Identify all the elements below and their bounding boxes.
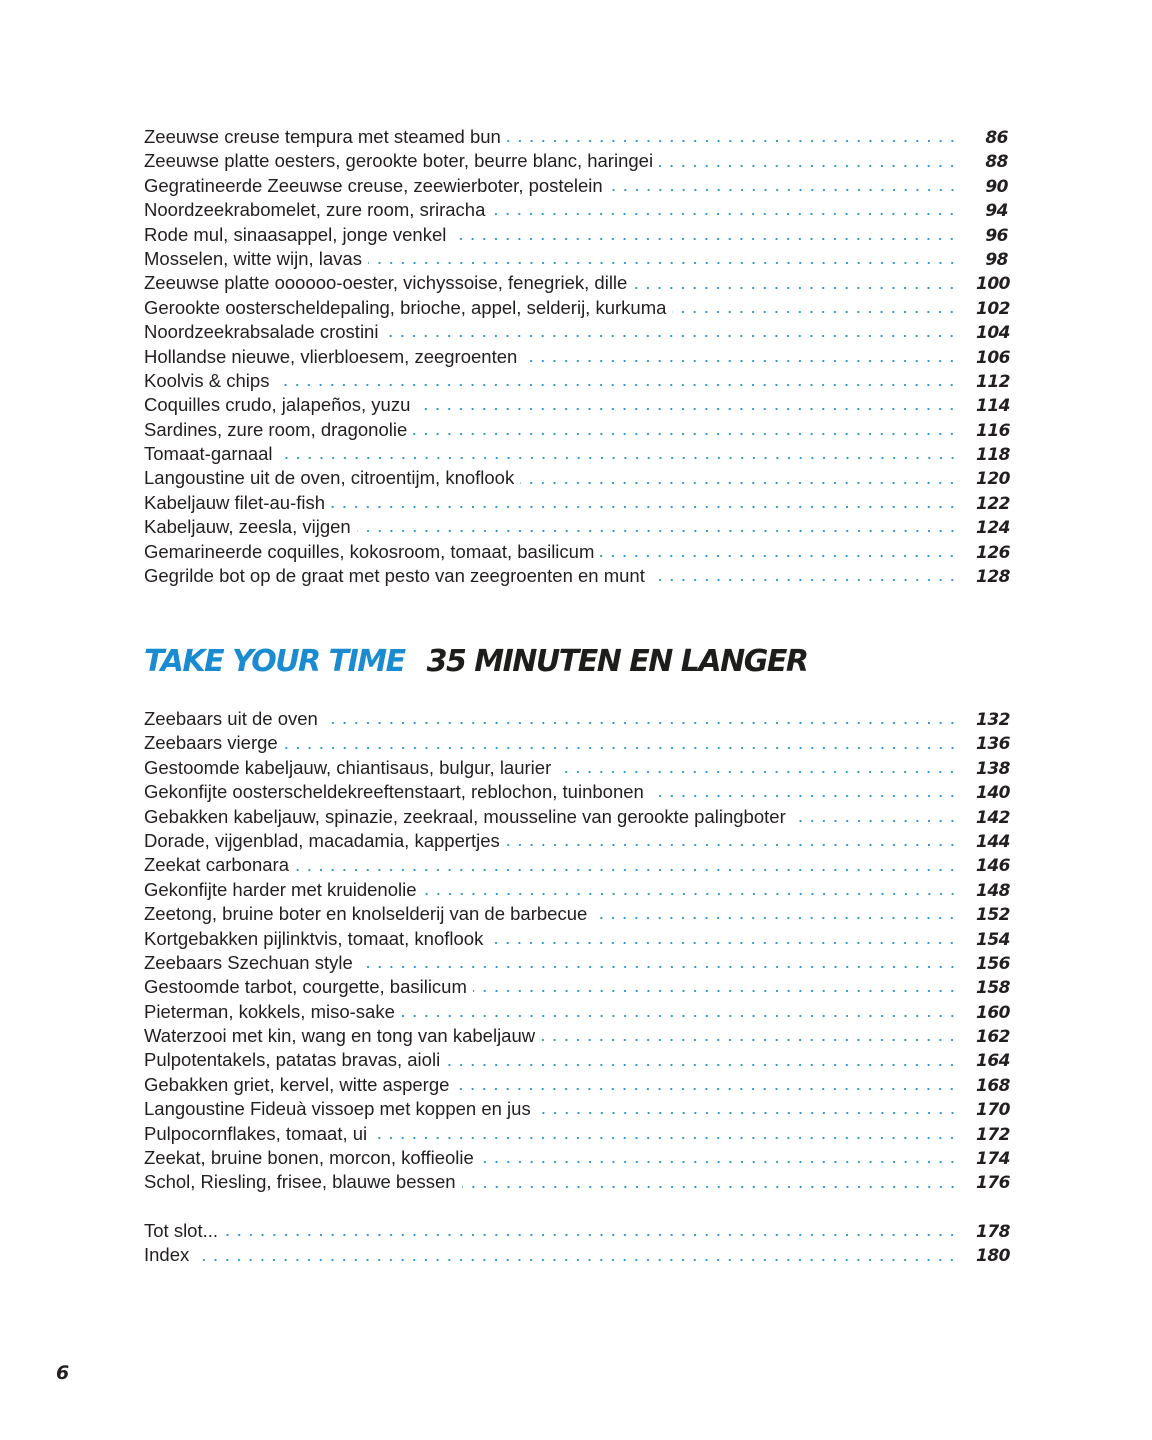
dot-leader [224,1233,958,1237]
heading-accent: TAKE YOUR TIME [144,644,405,679]
dot-leader [491,212,958,216]
entry-title: Gerookte oosterscheldepaling, brioche, appel, selderij, kurkuma [144,296,667,318]
entry-page-number: 100 [976,274,1010,295]
entry-title: Sardines, zure room, dragonolie [144,418,408,440]
toc-entry[interactable] [144,247,1008,271]
entry-page-number: 98 [985,249,1008,270]
dot-leader [423,892,958,896]
entry-page-number: 136 [976,734,1010,755]
entry-title: Coquilles crudo, jalapeños, yuzu [144,394,411,416]
toc-entry[interactable] [144,756,1008,780]
toc-entry[interactable] [144,951,1008,975]
entry-title: Gekonfijte harder met kruidenolie [144,878,417,900]
toc-entry[interactable] [144,149,1008,173]
entry-page-number: 140 [976,783,1010,804]
entry-page-number: 104 [976,323,1010,344]
entry-page-number: 176 [976,1173,1010,1194]
toc-entry[interactable] [144,564,1008,588]
entry-page-number: 94 [985,201,1008,222]
entry-title: Noordzeekrabsalade crostini [144,321,379,343]
toc-entry[interactable] [144,515,1008,539]
dot-leader [368,261,958,265]
toc-entry[interactable] [144,829,1008,853]
dot-leader [506,843,958,847]
entry-page-number: 122 [976,493,1010,514]
entry-page-number: 156 [976,953,1010,974]
entry-title: Pulpotentakels, patatas bravas, aioli [144,1049,441,1071]
entry-page-number: 144 [976,831,1010,852]
toc-entry[interactable] [144,1073,1008,1097]
dot-leader [651,578,958,582]
entry-title: Koolvis & chips [144,369,270,391]
toc-section-quick [144,125,1008,588]
dot-leader [520,481,958,485]
toc-entry[interactable] [144,1122,1008,1146]
entry-title: Index [144,1244,190,1266]
entry-page-number: 132 [976,710,1010,730]
entry-page-number: 174 [976,1149,1010,1170]
entry-title: Zeekat carbonara [144,854,290,876]
dot-leader [473,989,958,993]
toc-entry[interactable] [144,393,1008,417]
toc-section-long [144,707,1008,1195]
dot-leader [359,965,958,969]
toc-entry[interactable] [144,223,1008,247]
entry-title: Gemarineerde coquilles, kokosroom, tomaat, basilicum [144,540,595,562]
dot-leader [373,1136,958,1140]
entry-page-number: 154 [976,929,1010,950]
dot-leader [331,505,958,509]
dot-leader [324,721,958,725]
dot-leader [557,770,958,774]
entry-title: Tomaat-garnaal [144,443,273,465]
entry-page-number: 116 [976,420,1010,441]
dot-leader [672,310,958,314]
dot-leader [357,529,958,533]
entry-title: Zeebaars Szechuan style [144,951,353,973]
dot-leader [792,819,958,823]
entry-title: Zeebaars uit de oven [144,708,318,729]
entry-page-number: 162 [976,1027,1010,1048]
entry-page-number: 88 [985,152,1008,173]
entry-page-number: 112 [976,371,1010,392]
dot-leader [416,407,958,411]
dot-leader [462,1185,958,1189]
entry-title: Dorade, vijgenblad, macadamia, kappertjes [144,829,500,851]
toc-entry[interactable] [144,1243,1008,1267]
toc-entry[interactable] [144,491,1008,515]
dot-leader [284,746,958,750]
toc-section-end [144,1219,1008,1268]
entry-title: Kortgebakken pijlinktvis, tomaat, knoflook [144,927,484,949]
toc-entry[interactable] [144,540,1008,564]
section-heading [144,644,807,679]
toc-entry[interactable] [144,125,1008,149]
entry-page-number: 126 [976,542,1010,563]
toc-entry[interactable] [144,853,1008,877]
entry-title: Kabeljauw, zeesla, vijgen [144,516,351,538]
entry-page-number: 148 [976,880,1010,901]
dot-leader [384,334,958,338]
dot-leader [633,286,958,290]
entry-page-number: 138 [976,758,1010,779]
entry-title: Gekonfijte oosterscheldekreeftenstaart, reblochon, tuinbonen [144,781,644,803]
entry-page-number: 120 [976,469,1010,490]
dot-leader [446,1063,958,1067]
entry-title: Hollandse nieuwe, vlierbloesem, zeegroenten [144,345,518,367]
toc-entry[interactable] [144,707,1008,731]
entry-title: Zeekat, bruine bonen, morcon, koffieolie [144,1147,474,1169]
entry-title: Gegrilde bot op de graat met pesto van zeegroenten en munt [144,565,645,587]
dot-leader [537,1111,958,1115]
toc-entry[interactable] [144,1024,1008,1048]
toc-entry[interactable] [144,174,1008,198]
page-number: 6 [56,1362,70,1384]
dot-leader [609,188,958,192]
entry-title: Zeetong, bruine boter en knolselderij van de barbecue [144,903,588,925]
toc-entry[interactable] [144,1170,1008,1194]
dot-leader [541,1038,958,1042]
dot-leader [455,1087,958,1091]
entry-page-number: 164 [976,1051,1010,1072]
entry-title: Schol, Riesling, frisee, blauwe bessen [144,1171,456,1193]
dot-leader [413,432,958,436]
entry-page-number: 96 [985,225,1008,246]
entry-title: Langoustine uit de oven, citroentijm, knoflook [144,467,515,489]
entry-page-number: 102 [976,298,1010,319]
toc-entry[interactable] [144,418,1008,442]
dot-leader [593,916,958,920]
entry-title: Gestoomde kabeljauw, chiantisaus, bulgur, laurier [144,756,552,778]
toc-entry[interactable] [144,1219,1008,1243]
entry-title: Zeeuwse platte oooooo-oester, vichyssoise, fenegriek, dille [144,272,628,294]
entry-page-number: 128 [976,567,1010,588]
toc-entry[interactable] [144,927,1008,951]
dot-leader [489,941,958,945]
toc-entry[interactable] [144,442,1008,466]
dot-leader [401,1014,958,1018]
entry-page-number: 172 [976,1124,1010,1145]
entry-title: Noordzeekrabomelet, zure room, sriracha [144,199,486,221]
entry-title: Gebakken kabeljauw, spinazie, zeekraal, mousseline van gerookte palingboter [144,805,786,827]
entry-page-number: 142 [976,807,1010,828]
toc-entry[interactable] [144,1048,1008,1072]
entry-page-number: 180 [976,1246,1010,1267]
entry-page-number: 118 [976,445,1010,466]
entry-title: Tot slot... [144,1220,219,1241]
entry-page-number: 170 [976,1100,1010,1121]
entry-title: Waterzooi met kin, wang en tong van kabeljauw [144,1025,536,1047]
dot-leader [523,359,958,363]
toc-entry[interactable] [144,902,1008,926]
toc-entry[interactable] [144,466,1008,490]
entry-page-number: 168 [976,1075,1010,1096]
toc-entry[interactable] [144,320,1008,344]
entry-page-number: 146 [976,856,1010,877]
dot-leader [279,456,958,460]
toc-entry[interactable] [144,1146,1008,1170]
entry-title: Zeeuwse platte oesters, gerookte boter, beurre blanc, haringei [144,150,654,172]
entry-title: Zeeuwse creuse tempura met steamed bun [144,126,501,147]
entry-title: Pieterman, kokkels, miso-sake [144,1000,395,1022]
toc-entry[interactable] [144,975,1008,999]
toc-entry[interactable] [144,805,1008,829]
toc-entry[interactable] [144,198,1008,222]
entry-title: Langoustine Fideuà vissoep met koppen en jus [144,1098,531,1120]
toc-entry[interactable] [144,271,1008,295]
dot-leader [507,139,958,143]
entry-page-number: 86 [985,128,1008,148]
dot-leader [600,554,958,558]
entry-page-number: 114 [976,396,1010,417]
toc-entry[interactable] [144,780,1008,804]
entry-title: Gegratineerde Zeeuwse creuse, zeewierboter, postelein [144,174,603,196]
entry-title: Gestoomde tarbot, courgette, basilicum [144,976,467,998]
entry-title: Mosselen, witte wijn, lavas [144,247,362,269]
entry-title: Gebakken griet, kervel, witte asperge [144,1073,450,1095]
toc-entry[interactable] [144,369,1008,393]
dot-leader [480,1160,958,1164]
dot-leader [659,164,958,168]
entry-title: Rode mul, sinaasappel, jonge venkel [144,223,447,245]
entry-page-number: 106 [976,347,1010,368]
entry-page-number: 124 [976,518,1010,539]
dot-leader [275,383,958,387]
entry-title: Pulpocornflakes, tomaat, ui [144,1122,368,1144]
dot-leader [195,1258,958,1262]
entry-title: Zeebaars vierge [144,732,278,754]
dot-leader [452,237,958,241]
toc-entry[interactable] [144,878,1008,902]
entry-page-number: 160 [976,1002,1010,1023]
entry-page-number: 158 [976,978,1010,999]
toc-entry[interactable] [144,296,1008,320]
toc-entry[interactable] [144,1000,1008,1024]
dot-leader [650,794,958,798]
entry-page-number: 90 [985,176,1008,197]
dot-leader [295,868,958,872]
heading-main: 35 MINUTEN EN LANGER [426,644,808,679]
entry-page-number: 152 [976,905,1010,926]
entry-page-number: 178 [976,1222,1010,1242]
toc-entry[interactable] [144,345,1008,369]
toc-entry[interactable] [144,731,1008,755]
entry-title: Kabeljauw filet-au-fish [144,491,325,513]
toc-entry[interactable] [144,1097,1008,1121]
